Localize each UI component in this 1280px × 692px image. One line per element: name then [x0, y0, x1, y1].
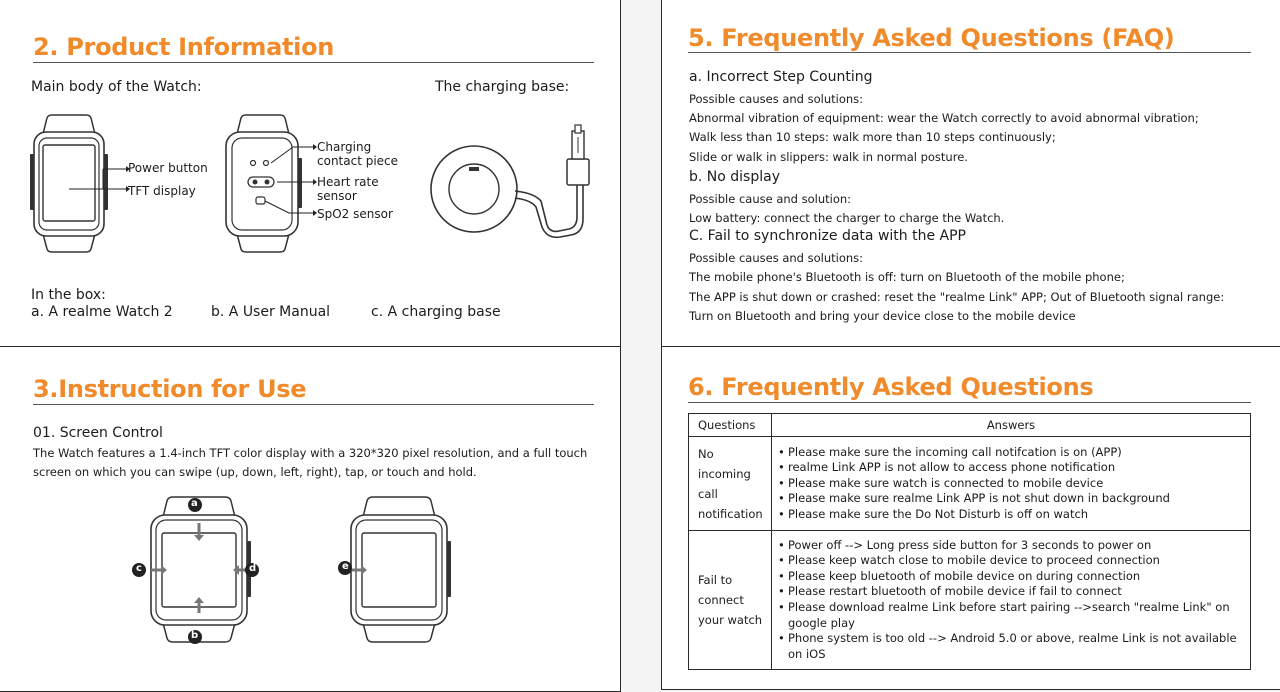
instruction-panel: [0, 346, 621, 692]
main-body-label: Main body of the Watch:: [31, 79, 202, 95]
answer-item: • Please keep watch close to mobile device to proceed connection: [778, 553, 1242, 569]
title-divider: [688, 52, 1251, 53]
faq-table-header-row: [689, 414, 1251, 437]
faq-a-line-1: Possible causes and solutions:: [689, 92, 864, 106]
faq-b-line-2: Low battery: connect the charger to charge the Watch.: [689, 211, 1005, 225]
answers-header: Answers: [772, 414, 1251, 437]
gesture-label-b: b: [191, 630, 199, 641]
gesture-label-d: d: [249, 563, 257, 574]
table-row: [689, 437, 1251, 531]
question-line: your watch: [698, 613, 763, 627]
in-the-box-label: In the box:: [31, 287, 106, 303]
answer-item: • Please make sure watch is connected to mobile device: [778, 476, 1242, 492]
title-divider: [33, 404, 594, 405]
answer-item: • Please make sure the Do Not Disturb is off on watch: [778, 507, 1242, 523]
answer-item: • Please make sure realme Link APP is not shut down in background: [778, 491, 1242, 507]
answer-item: • realme Link APP is not allow to access phone notification: [778, 460, 1242, 476]
faq-a-line-3: Walk less than 10 steps: walk more than 10 steps continuously;: [689, 130, 1056, 144]
faq-heading-a: a. Incorrect Step Counting: [689, 69, 873, 85]
faq-table-panel: [661, 346, 1280, 690]
faq-title: 5. Frequently Asked Questions (FAQ): [688, 24, 1175, 52]
answer-cell: [772, 531, 1251, 670]
product-information-panel: [0, 0, 621, 348]
table-row: [689, 531, 1251, 670]
spo2-sensor-callout: SpO2 sensor: [317, 207, 393, 221]
faq-a-line-2: Abnormal vibration of equipment: wear the Watch correctly to avoid abnormal vibration;: [689, 111, 1199, 125]
touch-hold-gesture-illustration: [335, 495, 465, 645]
sensor-callout: sensor: [317, 189, 357, 203]
gesture-label-a: a: [191, 498, 198, 509]
answer-item: • Phone system is too old --> Android 5.0 or above, realme Link is not available on iOS: [778, 631, 1242, 662]
question-line: call: [698, 486, 718, 501]
screen-control-text-line-1: The Watch features a 1.4-inch TFT color display with a 320*320 pixel resolution, and a full touch: [33, 446, 588, 460]
answer-item: • Please keep bluetooth of mobile device on during connection: [778, 569, 1242, 585]
box-item-charging-base: c. A charging base: [371, 304, 501, 320]
gesture-label-e: e: [342, 561, 349, 572]
faq-heading-b: b. No display: [689, 169, 780, 185]
faq-c-line-4: Turn on Bluetooth and bring your device close to the mobile device: [689, 309, 1076, 323]
tft-display-callout: TFT display: [128, 184, 196, 198]
answer-item: • Please restart bluetooth of mobile device if fail to connect: [778, 584, 1242, 600]
faq-c-line-2: The mobile phone's Bluetooth is off: turn on Bluetooth of the mobile phone;: [689, 270, 1125, 284]
screen-control-heading: 01. Screen Control: [33, 425, 163, 441]
charging-base-label: The charging base:: [435, 79, 570, 95]
box-item-watch: a. A realme Watch 2: [31, 304, 173, 320]
contact-piece-callout: contact piece: [317, 154, 399, 168]
swipe-gesture-illustration: [129, 495, 269, 645]
watch-front-illustration: [29, 114, 109, 254]
screen-control-text-line-2: screen on which you can swipe (up, down, left, right), tap, or touch and hold.: [33, 465, 477, 479]
charging-base-illustration: [429, 121, 599, 241]
faq-b-line-1: Possible cause and solution:: [689, 192, 852, 206]
faq-c-line-3: The APP is shut down or crashed: reset the "realme Link" APP; Out of Bluetooth signal range:: [689, 290, 1225, 304]
faq-c-line-1: Possible causes and solutions:: [689, 251, 864, 265]
question-line: Fail to: [698, 573, 733, 587]
question-line: notification: [698, 506, 763, 521]
power-button-callout: Power button: [128, 161, 208, 175]
question-cell: [689, 437, 772, 531]
question-cell: [689, 531, 772, 670]
answer-item: • Please make sure the incoming call notifcation is on (APP): [778, 445, 1242, 461]
faq-panel: [661, 0, 1280, 348]
faq-table-title: 6. Frequently Asked Questions: [688, 373, 1094, 401]
charging-callout: Charging: [317, 140, 372, 154]
answer-cell: [772, 437, 1251, 531]
gesture-label-c: c: [136, 563, 142, 574]
faq-a-line-4: Slide or walk in slippers: walk in normal posture.: [689, 150, 968, 164]
faq-table: [688, 413, 1251, 670]
watch-back-illustration: [223, 114, 303, 254]
box-item-manual: b. A User Manual: [211, 304, 331, 320]
product-information-title: 2. Product Information: [33, 33, 335, 61]
answer-item: • Power off --> Long press side button for 3 seconds to power on: [778, 538, 1242, 554]
questions-header: Questions: [689, 414, 772, 437]
answer-item: • Please download realme Link before start pairing -->search "realme Link" on google play: [778, 600, 1242, 631]
instruction-title: 3.Instruction for Use: [33, 375, 307, 403]
title-divider: [33, 62, 594, 63]
faq-heading-c: C. Fail to synchronize data with the APP: [689, 228, 966, 244]
heart-rate-callout: Heart rate: [317, 175, 379, 189]
title-divider: [688, 402, 1251, 403]
question-line: connect: [698, 593, 744, 607]
question-line: No incoming: [698, 446, 751, 481]
